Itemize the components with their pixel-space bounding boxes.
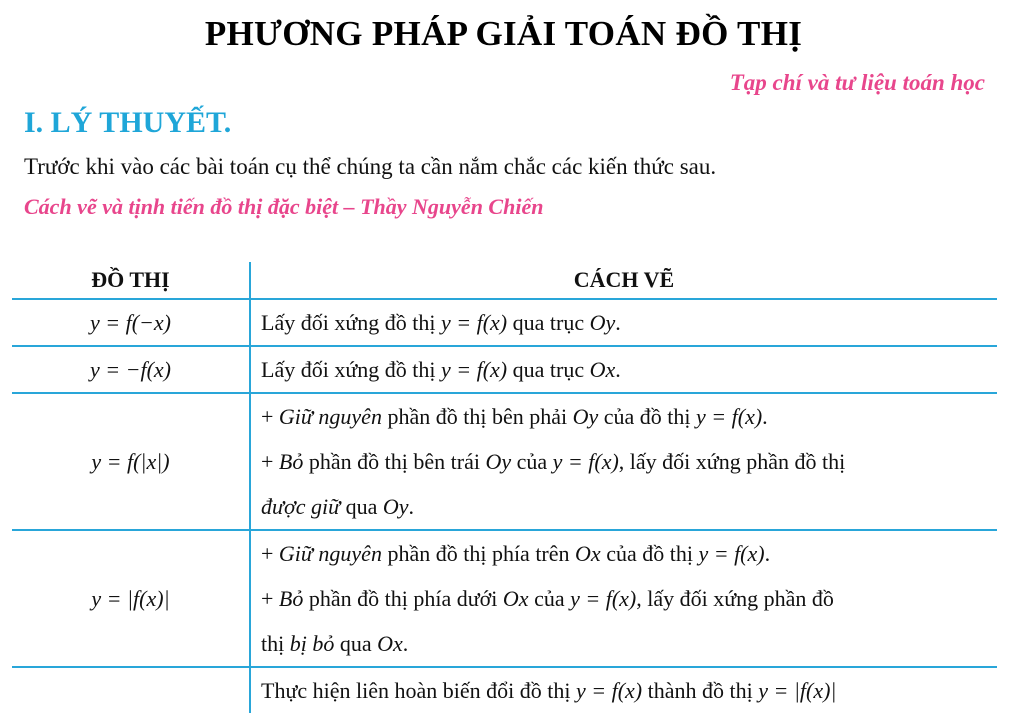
graph-formula	[12, 667, 250, 713]
method-line: + Giữ nguyên phần đồ thị bên phải Oy của đồ thị y = f(x).	[261, 404, 768, 429]
method-cell	[250, 530, 997, 667]
method-cell	[250, 667, 997, 713]
table-row	[12, 393, 997, 530]
table-header-row	[12, 262, 997, 299]
graph-methods-table	[12, 262, 997, 713]
method-cell	[250, 393, 997, 530]
method-line: thị bị bỏ qua Ox.	[261, 631, 409, 656]
method-line: + Bỏ phần đồ thị phía dưới Ox của y = f(x), lấy đối xứng phần đồ	[261, 586, 834, 611]
header-graph: ĐỒ THỊ	[12, 262, 250, 299]
header-method: CÁCH VẼ	[573, 267, 675, 292]
method-line: + Bỏ phần đồ thị bên trái Oy của y = f(x), lấy đối xứng phần đồ thị	[261, 449, 846, 474]
method-cell	[250, 346, 997, 393]
graph-formula: y = f(−x)	[12, 299, 250, 346]
section-heading: I. LÝ THUYẾT.	[24, 106, 232, 139]
table-row	[12, 530, 997, 667]
intro-text: Trước khi vào các bài toán cụ thể chúng ta cần nắm chắc các kiến thức sau.	[24, 154, 717, 179]
page-title: PHƯƠNG PHÁP GIẢI TOÁN ĐỒ THỊ	[204, 14, 803, 53]
method-line: Thực hiện liên hoàn biến đổi đồ thị y = f(x) thành đồ thị y = |f(x)|	[261, 678, 837, 703]
graph-formula: y = |f(x)|	[12, 530, 250, 667]
source-credit: Tạp chí và tư liệu toán học	[729, 70, 985, 95]
method-line: + Giữ nguyên phần đồ thị phía trên Ox của đồ thị y = f(x).	[261, 541, 771, 566]
method-cell	[250, 299, 997, 346]
table-row	[12, 346, 997, 393]
method-line: Lấy đối xứng đồ thị y = f(x) qua trục Ox.	[261, 357, 621, 382]
graph-formula: y = f(|x|)	[12, 393, 250, 530]
method-line: được giữ qua Oy.	[261, 494, 415, 519]
method-line: Lấy đối xứng đồ thị y = f(x) qua trục Oy.	[261, 310, 621, 335]
table-row	[12, 667, 997, 713]
table-row	[12, 299, 997, 346]
table-subtitle: Cách vẽ và tịnh tiến đồ thị đặc biệt – Thầy Nguyễn Chiến	[24, 194, 544, 219]
graph-formula: y = −f(x)	[12, 346, 250, 393]
